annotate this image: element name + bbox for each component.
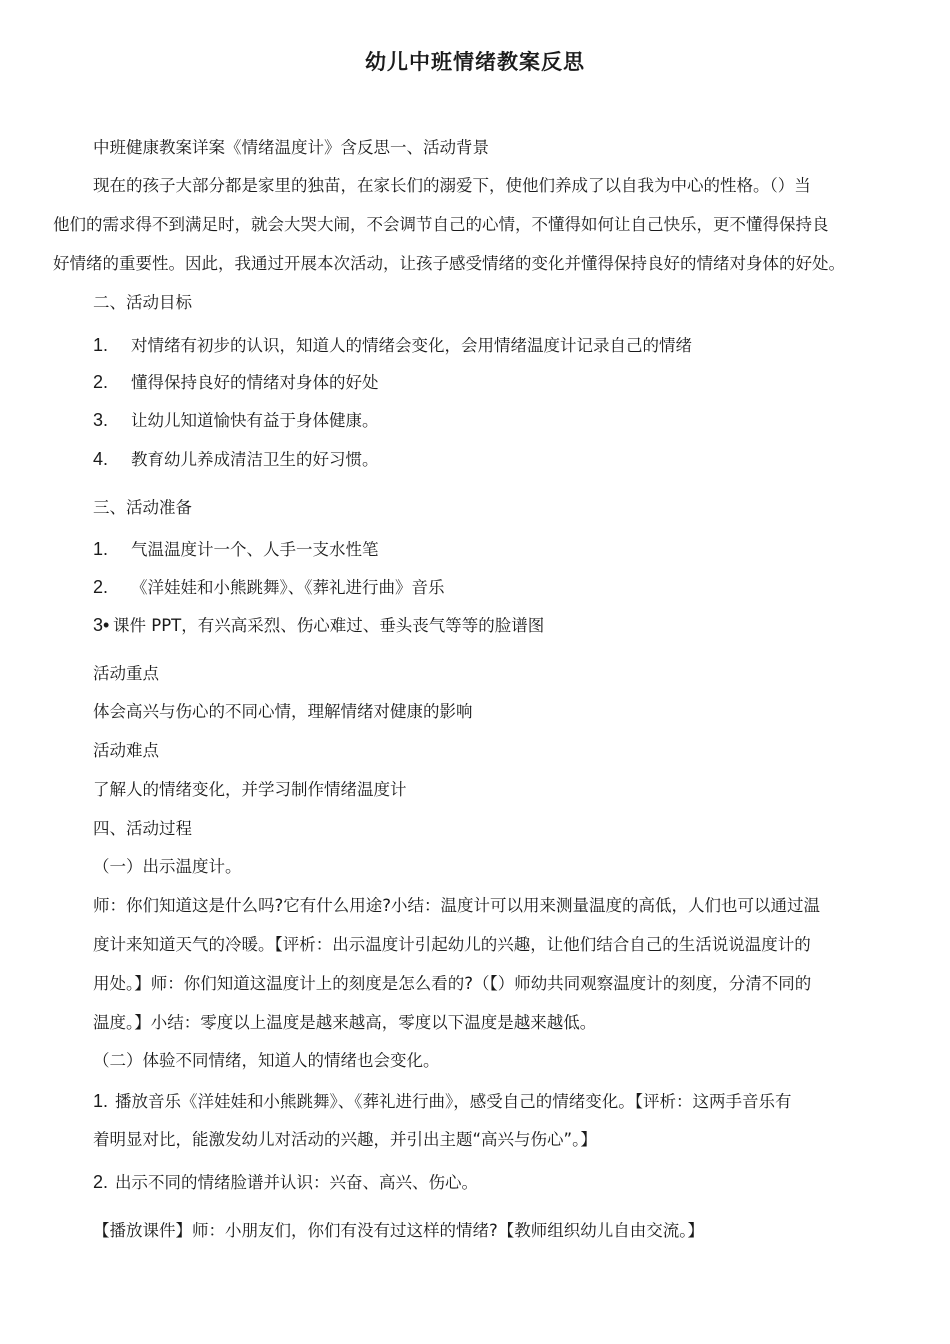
step2-item-1-continued: 着明显对比，能激发幼儿对活动的兴趣，并引出主题“高兴与伤心”。】 bbox=[93, 1130, 597, 1149]
step2-item-text: 播放音乐《洋娃娃和小熊跳舞》、《葬礼进行曲》，感受自己的情绪变化。【评析：这两手音乐有 bbox=[115, 1092, 792, 1111]
intro-heading: 中班健康教案详案《情绪温度计》含反思一、活动背景 bbox=[93, 138, 489, 157]
goal-text: 对情绪有初步的认识，知道人的情绪会变化，会用情绪温度计记录自己的情绪 bbox=[131, 336, 692, 355]
goal-text: 让幼儿知道愉快有益于身体健康。 bbox=[131, 411, 379, 430]
step1-line: 度计来知道天气的冷暖。【评析：出示温度计引起幼儿的兴趣，让他们结合自己的生活说说温度计的 bbox=[93, 935, 811, 954]
courseware-line: 【播放课件】师：小朋友们，你们有没有过这样的情绪?【教师组织幼儿自由交流。】 bbox=[93, 1221, 705, 1240]
step2-item-number: 2. bbox=[93, 1172, 109, 1192]
goal-text: 教育幼儿养成清洁卫生的好习惯。 bbox=[131, 450, 379, 469]
difficulty-text: 了解人的情绪变化，并学习制作情绪温度计 bbox=[93, 780, 407, 799]
step2-item-2 bbox=[93, 1170, 478, 1195]
prep-number: 2. bbox=[93, 577, 109, 597]
step2-item-number: 1. bbox=[93, 1091, 109, 1111]
prep-item bbox=[93, 575, 445, 600]
step2-heading: （二）体验不同情绪，知道人的情绪也会变化。 bbox=[93, 1051, 440, 1070]
key-heading: 活动重点 bbox=[93, 664, 159, 683]
goal-number: 3. bbox=[93, 410, 109, 430]
goal-number: 1. bbox=[93, 335, 109, 355]
difficulty-heading: 活动难点 bbox=[93, 741, 159, 760]
goal-text: 懂得保持良好的情绪对身体的好处 bbox=[131, 373, 379, 392]
prep-text: 气温温度计一个、人手一支水性笔 bbox=[131, 540, 379, 559]
prep-heading: 三、活动准备 bbox=[93, 498, 192, 517]
prep-text: 课件 PPT，有兴高采烈、伤心难过、垂头丧气等等的脸谱图 bbox=[113, 616, 545, 635]
goal-item bbox=[93, 333, 692, 358]
prep-number: 1. bbox=[93, 539, 109, 559]
process-heading: 四、活动过程 bbox=[93, 819, 192, 838]
step1-heading: （一）出示温度计。 bbox=[93, 857, 242, 876]
prep-number: 3• bbox=[93, 615, 110, 635]
goal-number: 2. bbox=[93, 372, 109, 392]
goals-heading: 二、活动目标 bbox=[93, 293, 192, 312]
step2-item-1 bbox=[93, 1089, 792, 1114]
goal-number: 4. bbox=[93, 449, 109, 469]
step1-line: 温度。】小结：零度以上温度是越来越高，零度以下温度是越来越低。 bbox=[93, 1013, 597, 1032]
step1-line: 用处。】师：你们知道这温度计上的刻度是怎么看的?（【）师幼共同观察温度计的刻度，分清不同的 bbox=[93, 974, 812, 993]
background-line-2: 他们的需求得不到满足时，就会大哭大闹，不会调节自己的心情，不懂得如何让自己快乐，更不懂得保持良 bbox=[53, 215, 829, 234]
goal-item bbox=[93, 408, 379, 433]
key-text: 体会高兴与伤心的不同心情，理解情绪对健康的影响 bbox=[93, 702, 473, 721]
document-title: 幼儿中班情绪教案反思 bbox=[365, 50, 585, 74]
prep-text: 《洋娃娃和小熊跳舞》、《葬礼进行曲》音乐 bbox=[131, 578, 445, 597]
prep-item bbox=[93, 613, 544, 638]
prep-item bbox=[93, 537, 379, 562]
step1-line: 师：你们知道这是什么吗?它有什么用途?小结：温度计可以用来测量温度的高低，人们也可以通过温 bbox=[93, 896, 821, 915]
goal-item bbox=[93, 447, 379, 472]
background-line-3: 好情绪的重要性。因此，我通过开展本次活动，让孩子感受情绪的变化并懂得保持良好的情绪对身体的好处。 bbox=[53, 254, 845, 273]
goal-item bbox=[93, 370, 379, 395]
step2-item-text: 出示不同的情绪脸谱并认识：兴奋、高兴、伤心。 bbox=[115, 1173, 478, 1192]
background-line-1: 现在的孩子大部分都是家里的独苗，在家长们的溺爱下，使他们养成了以自我为中心的性格。（）当 bbox=[93, 176, 811, 195]
